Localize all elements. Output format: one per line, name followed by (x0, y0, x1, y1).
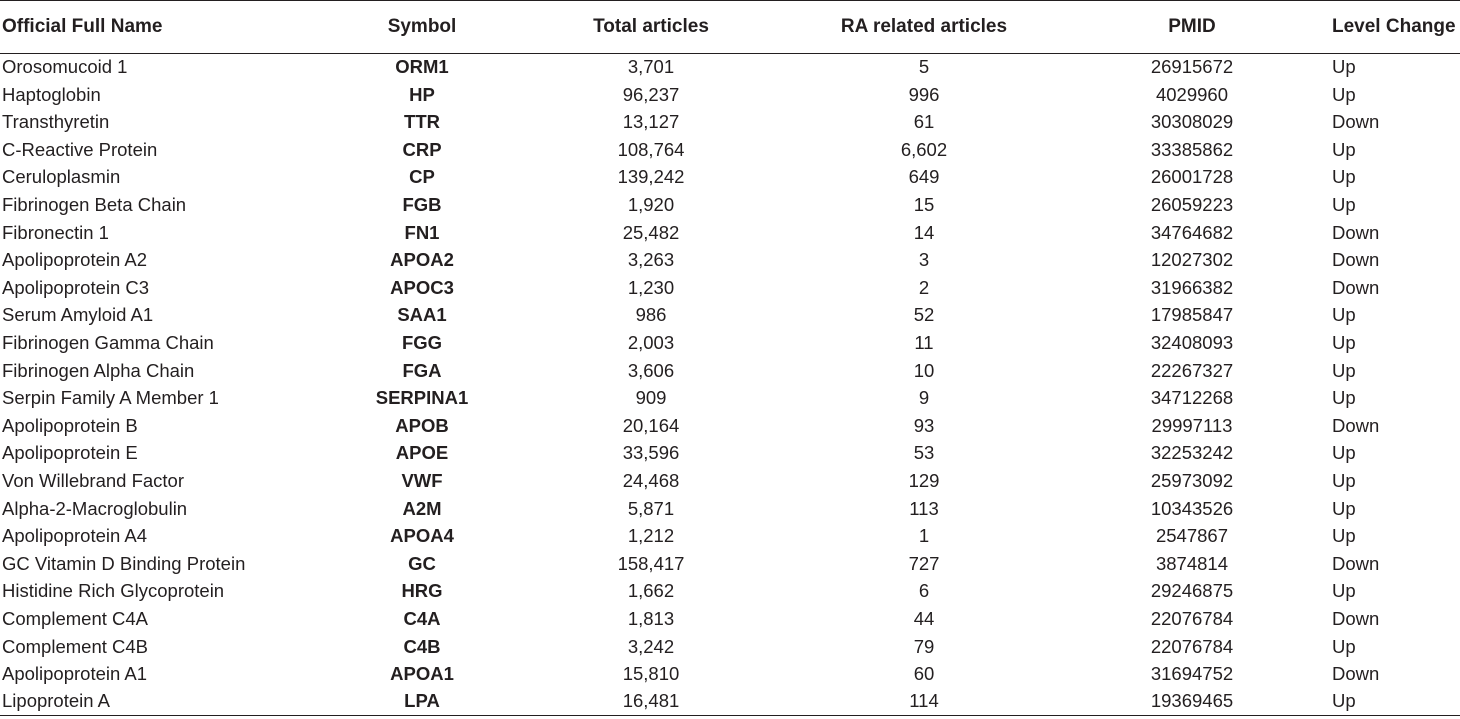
cell-total-articles: 1,813 (627, 607, 675, 629)
table-row (0, 136, 1460, 164)
table-body (0, 54, 1460, 716)
cell-level-change: Up (1332, 580, 1356, 602)
cell-level-change: Down (1332, 552, 1380, 574)
cell-official-full-name: Ceruloplasmin (2, 166, 121, 188)
table-row (0, 661, 1460, 689)
cell-total-articles: 1,920 (627, 194, 675, 216)
cell-official-full-name: Apolipoprotein C3 (2, 276, 150, 298)
cell-symbol: SERPINA1 (375, 387, 469, 409)
header-level-change: Level Change (1330, 1, 1460, 54)
cell-total-articles: 25,482 (622, 221, 680, 243)
cell-symbol: VWF (401, 469, 443, 491)
table-row (0, 688, 1460, 716)
table-row (0, 302, 1460, 330)
cell-symbol: FGA (402, 359, 442, 381)
table-header (0, 1, 1460, 54)
table-row (0, 523, 1460, 551)
cell-total-articles: 24,468 (622, 469, 680, 491)
cell-level-change: Down (1332, 607, 1380, 629)
cell-symbol: FN1 (404, 221, 440, 243)
cell-official-full-name: GC Vitamin D Binding Protein (2, 552, 246, 574)
cell-level-change: Up (1332, 166, 1356, 188)
cell-symbol: A2M (402, 497, 442, 519)
cell-level-change: Down (1332, 663, 1380, 685)
table-row (0, 191, 1460, 219)
cell-official-full-name: Haptoglobin (2, 83, 101, 105)
cell-total-articles: 1,662 (627, 580, 675, 602)
cell-level-change: Up (1332, 635, 1356, 657)
table-row (0, 109, 1460, 137)
cell-ra-related-articles: 3 (918, 249, 930, 271)
cell-official-full-name: Lipoprotein A (0, 688, 336, 716)
cell-official-full-name: Histidine Rich Glycoprotein (2, 580, 225, 602)
cell-total-articles: 96,237 (622, 83, 680, 105)
cell-total-articles: 1,212 (627, 525, 675, 547)
cell-pmid: 17985847 (1150, 304, 1234, 326)
header-ra-related-articles: RA related articles (794, 1, 1054, 54)
cell-official-full-name: Fibrinogen Gamma Chain (2, 331, 214, 353)
cell-pmid: 31966382 (1150, 276, 1234, 298)
cell-total-articles: 986 (635, 304, 667, 326)
cell-ra-related-articles: 129 (908, 469, 940, 491)
cell-pmid: 22076784 (1150, 607, 1234, 629)
header-pmid: PMID (1054, 1, 1330, 54)
cell-total-articles: 3,242 (627, 635, 675, 657)
cell-ra-related-articles: 79 (913, 635, 935, 657)
cell-ra-related-articles: 9 (918, 387, 930, 409)
cell-level-change: Up (1332, 304, 1356, 326)
cell-ra-related-articles: 996 (908, 83, 940, 105)
table-row (0, 164, 1460, 192)
cell-pmid: 34764682 (1150, 221, 1234, 243)
cell-official-full-name: Complement C4A (2, 607, 149, 629)
cell-pmid: 22076784 (1150, 635, 1234, 657)
table-row (0, 578, 1460, 606)
cell-ra-related-articles: 53 (913, 442, 935, 464)
cell-pmid: 34712268 (1150, 387, 1234, 409)
cell-ra-related-articles: 11 (914, 331, 934, 353)
cell-total-articles: 108,764 (617, 138, 685, 160)
cell-official-full-name: Apolipoprotein E (2, 442, 138, 464)
cell-symbol: APOB (395, 414, 449, 436)
cell-total-articles: 2,003 (627, 331, 675, 353)
table-row (0, 550, 1460, 578)
cell-ra-related-articles: 1 (918, 525, 930, 547)
cell-ra-related-articles: 2 (918, 276, 930, 298)
cell-symbol: APOC3 (390, 276, 454, 298)
table-row (0, 219, 1460, 247)
cell-official-full-name: Serpin Family A Member 1 (2, 387, 219, 409)
table-row (0, 54, 1460, 82)
cell-ra-related-articles: 113 (909, 497, 939, 519)
cell-official-full-name: Apolipoprotein A2 (2, 249, 148, 271)
cell-level-change: Up (1332, 387, 1356, 409)
cell-ra-related-articles: 5 (918, 56, 930, 78)
cell-total-articles: 3,701 (627, 56, 675, 78)
cell-level-change: Up (1332, 138, 1356, 160)
table-row (0, 440, 1460, 468)
cell-total-articles: 3,263 (627, 249, 675, 271)
cell-ra-related-articles: 10 (913, 359, 935, 381)
cell-total-articles: 13,127 (622, 111, 680, 133)
cell-pmid: 26059223 (1150, 194, 1234, 216)
table-row (0, 633, 1460, 661)
cell-official-full-name: Apolipoprotein A4 (2, 525, 148, 547)
cell-official-full-name: Apolipoprotein A1 (2, 663, 148, 685)
cell-official-full-name: C-Reactive Protein (2, 138, 158, 160)
cell-official-full-name: Transthyretin (2, 111, 110, 133)
cell-symbol: CRP (402, 138, 442, 160)
cell-level-change: Up (1332, 331, 1356, 353)
table-row (0, 495, 1460, 523)
cell-ra-related-articles: 6 (918, 580, 930, 602)
cell-pmid: 31694752 (1150, 663, 1234, 685)
cell-pmid: 19369465 (1054, 688, 1330, 716)
cell-symbol: C4B (403, 635, 441, 657)
cell-symbol: TTR (404, 111, 440, 133)
cell-symbol: C4A (403, 607, 441, 629)
cell-pmid: 29997113 (1151, 414, 1233, 436)
cell-official-full-name: Fibrinogen Alpha Chain (2, 359, 195, 381)
cell-official-full-name: Alpha-2-Macroglobulin (2, 497, 188, 519)
cell-level-change: Up (1330, 688, 1460, 716)
cell-pmid: 32408093 (1150, 331, 1234, 353)
cell-pmid: 2547867 (1155, 525, 1229, 547)
cell-level-change: Down (1332, 111, 1380, 133)
table-row (0, 467, 1460, 495)
cell-level-change: Up (1332, 194, 1356, 216)
cell-pmid: 30308029 (1150, 111, 1234, 133)
cell-ra-related-articles: 14 (913, 221, 935, 243)
table-row (0, 329, 1460, 357)
cell-ra-related-articles: 649 (908, 166, 940, 188)
table-row (0, 357, 1460, 385)
cell-pmid: 12027302 (1150, 249, 1234, 271)
cell-ra-related-articles: 6,602 (900, 138, 948, 160)
cell-symbol: CP (409, 166, 435, 188)
cell-official-full-name: Fibronectin 1 (2, 221, 109, 243)
cell-symbol: ORM1 (395, 56, 449, 78)
cell-level-change: Down (1332, 414, 1380, 436)
cell-total-articles: 16,481 (508, 688, 794, 716)
cell-total-articles: 139,242 (617, 166, 685, 188)
cell-level-change: Down (1332, 276, 1380, 298)
cell-pmid: 29246875 (1150, 580, 1234, 602)
cell-symbol: GC (408, 552, 436, 574)
cell-ra-related-articles: 52 (913, 304, 935, 326)
cell-total-articles: 5,871 (627, 497, 675, 519)
cell-ra-related-articles: 114 (794, 688, 1054, 716)
cell-total-articles: 15,810 (622, 663, 680, 685)
table-row (0, 605, 1460, 633)
cell-total-articles: 33,596 (622, 442, 680, 464)
cell-symbol: HRG (401, 580, 443, 602)
cell-ra-related-articles: 44 (913, 607, 935, 629)
cell-level-change: Up (1332, 497, 1356, 519)
table-row (0, 412, 1460, 440)
cell-ra-related-articles: 60 (913, 663, 935, 685)
cell-official-full-name: Apolipoprotein B (2, 414, 138, 436)
cell-total-articles: 158,417 (617, 552, 685, 574)
cell-symbol: APOA1 (390, 663, 454, 685)
table-row (0, 274, 1460, 302)
cell-symbol: HP (409, 83, 435, 105)
table-row (0, 81, 1460, 109)
cell-pmid: 3874814 (1155, 552, 1229, 574)
cell-official-full-name: Orosomucoid 1 (2, 56, 128, 78)
cell-pmid: 22267327 (1150, 359, 1234, 381)
cell-level-change: Up (1332, 442, 1356, 464)
cell-ra-related-articles: 93 (913, 414, 935, 436)
cell-total-articles: 20,164 (622, 414, 680, 436)
cell-official-full-name: Complement C4B (2, 635, 149, 657)
cell-pmid: 32253242 (1150, 442, 1234, 464)
cell-level-change: Up (1332, 83, 1356, 105)
cell-pmid: 25973092 (1150, 469, 1234, 491)
cell-ra-related-articles: 15 (913, 194, 935, 216)
cell-ra-related-articles: 61 (913, 111, 935, 133)
header-row (0, 1, 1460, 54)
header-official-full-name: Official Full Name (0, 1, 336, 54)
cell-ra-related-articles: 727 (908, 552, 940, 574)
cell-level-change: Up (1332, 56, 1356, 78)
header-total-articles: Total articles (508, 1, 794, 54)
cell-symbol: FGG (401, 331, 443, 353)
cell-level-change: Down (1332, 249, 1380, 271)
cell-pmid: 10343526 (1150, 497, 1234, 519)
cell-symbol: SAA1 (397, 304, 447, 326)
cell-level-change: Up (1332, 359, 1356, 381)
cell-official-full-name: Von Willebrand Factor (2, 469, 185, 491)
cell-total-articles: 1,230 (627, 276, 675, 298)
cell-level-change: Up (1332, 525, 1356, 547)
cell-pmid: 4029960 (1155, 83, 1229, 105)
cell-symbol: APOE (395, 442, 449, 464)
cell-level-change: Down (1332, 221, 1380, 243)
cell-total-articles: 3,606 (627, 359, 675, 381)
cell-symbol: APOA2 (390, 249, 454, 271)
table-row (0, 385, 1460, 413)
cell-pmid: 33385862 (1150, 138, 1234, 160)
cell-symbol: APOA4 (390, 525, 454, 547)
table-row (0, 247, 1460, 275)
cell-symbol: LPA (336, 688, 508, 716)
cell-level-change: Up (1332, 469, 1356, 491)
cell-total-articles: 909 (635, 387, 667, 409)
cell-pmid: 26915672 (1150, 56, 1234, 78)
cell-pmid: 26001728 (1150, 166, 1234, 188)
cell-symbol: FGB (402, 194, 442, 216)
cell-official-full-name: Fibrinogen Beta Chain (2, 194, 187, 216)
header-symbol: Symbol (336, 1, 508, 54)
cell-official-full-name: Serum Amyloid A1 (2, 304, 154, 326)
